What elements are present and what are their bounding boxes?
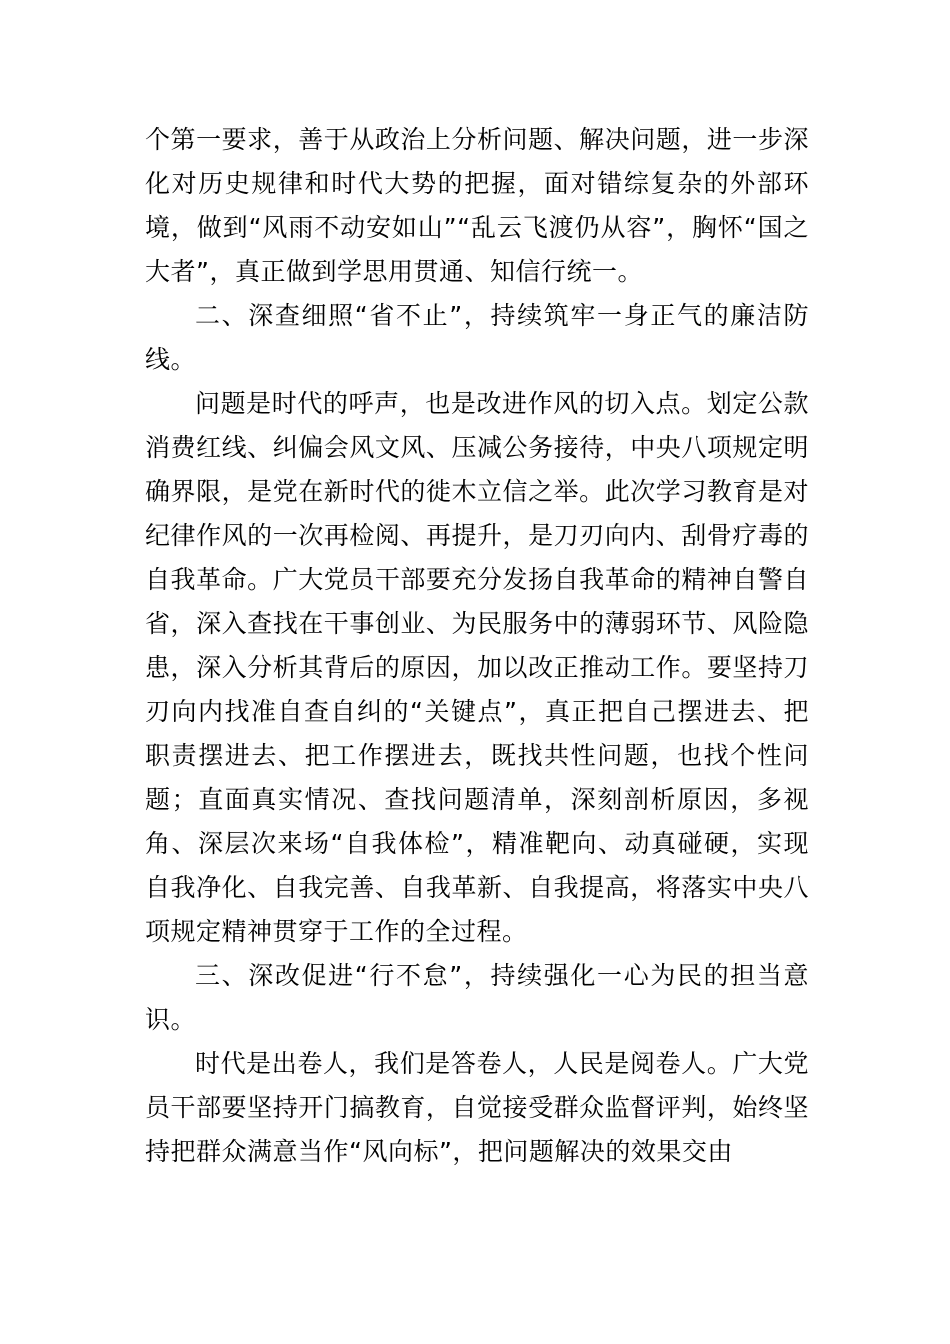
document-body — [145, 118, 809, 1174]
paragraph-section-three-body: 时代是出卷人，我们是答卷人，人民是阅卷人。广大党员干部要坚持开门搞教育，自觉接受群众监督评判，始终坚持把群众满意当作“风向标”，把问题解决的效果交由 — [145, 1049, 809, 1166]
section-heading-three: 三、深改促进“行不怠”，持续强化一心为民的担当意识。 — [145, 961, 809, 1034]
paragraph-section-two-body: 问题是时代的呼声，也是改进作风的切入点。划定公款消费红线、纠偏会风文风、压减公务接待，中央八项规定明确界限，是党在新时代的徙木立信之举。此次学习教育是对纪律作风的一次再检阅、再提升，是刀刃向内、刮骨疗毒的自我革命。广大党员干部要充分发扬自我革命的精神自警自省，深入查找在干事创业、为民服务中的薄弱环节、风险隐患，深入分析其背后的原因，加以改正推动工作。要坚持刀刃向内找准自查自纠的“关键点”，真正把自己摆进去、把职责摆进去、把工作摆进去，既找共性问题，也找个性问题；直面真实情况、查找问题清单，深刻剖析原因，多视角、深层次来场“自我体检”，精准靶向、动真碰硬，实现自我净化、自我完善、自我革新、自我提高，将落实中央八项规定精神贯穿于工作的全过程。 — [145, 389, 809, 946]
paragraph-continuation: 个第一要求，善于从政治上分析问题、解决问题，进一步深化对历史规律和时代大势的把握，面对错综复杂的外部环境，做到“风雨不动安如山”“乱云飞渡仍从容”，胸怀“国之大者”，真正做到学思用贯通、知信行统一。 — [145, 125, 809, 286]
section-heading-two: 二、深查细照“省不止”，持续筑牢一身正气的廉洁防线。 — [145, 301, 809, 374]
